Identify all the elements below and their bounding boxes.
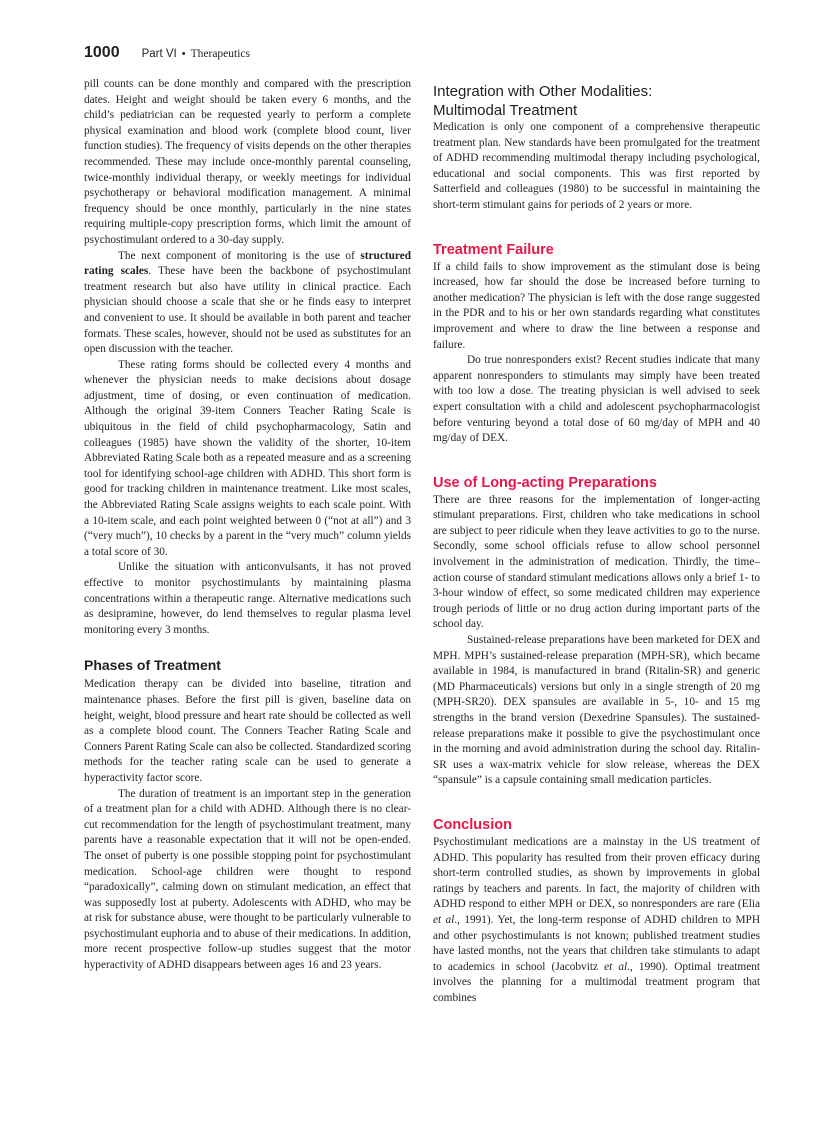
- heading-integration: [433, 82, 760, 120]
- paragraph: Medication therapy can be divided into baseline, titration and maintenance phases. Before the first pill is given, baseline data on height, weight, blood pressure and heart rate should be collected as well as a complete blood count. The Conners Teacher Rating Scale and Conners Parent Rating Scale can also be collected. Standardized scoring methods for the teacher rating scale can be used to generate a hyperactivity factor score.: [84, 678, 411, 784]
- spacer: [433, 214, 760, 241]
- spacer: [433, 447, 760, 474]
- heading-long-acting: Use of Long-acting Preparations: [433, 474, 657, 491]
- bold-term: structured rating scales: [84, 249, 411, 278]
- text-run: Psychostimulant medications are a mainstay in the US treatment of ADHD. This popularity has resulted from their proven efficacy during short-term controlled studies, as shown by improvements in global ratings by teachers and parents. In fact, the majority of children with ADHD respond to either MPH or DEX, so nonresponders are rare (Elia: [433, 835, 760, 911]
- text-run: ., 1991). Yet, the long-term response of ADHD children to MPH and other psychostimulants is not known; published treatment studies have lasted months, not the years that children take stimulants to adapt to academics in school (Jacobvitz: [433, 913, 760, 973]
- heading-line: Integration with Other Modalities:: [433, 83, 653, 100]
- paragraph: pill counts can be done monthly and compared with the prescription dates. Height and weight should be taken every 6 months, and the child’s pediatrician can be requested yearly to perform a complete physical examination and blood work (complete blood count, liver function studies). The frequency of visits depends on the other therapies recommended. These may include once-monthly parental counseling, twice-monthly individual therapy, or weekly meetings for individual psychotherapy or behavioral modification management. A minimal frequency should be once monthly, particularly in the nine states requiring multiple-copy prescription forms, which limit the amount of psychostimulant ordered to a 30-day supply.: [84, 78, 411, 246]
- paragraph: Unlike the situation with anticonvulsants, it has not proved effective to monitor psychostimulants by maintaining plasma concentrations within a therapeutic range. Alternative medications such as desipramine, however, do lend themselves to regular plasma level monitoring every 3 months.: [84, 561, 411, 636]
- heading-line: Multimodal Treatment: [433, 102, 578, 119]
- text-run: . These have been the backbone of psychostimulant treatment research but also have utility in clinical practice. Each physician should choose a scale that she or he finds easy to interpret and convenient to use. It should be available in both parent and teacher formats. These scales, however, should not be used as substitutes for an open discussion with the teacher.: [84, 265, 411, 356]
- section-title: Therapeutics: [190, 48, 250, 60]
- part-label: Part VI: [141, 48, 177, 60]
- paragraph: Sustained-release preparations have been marketed for DEX and MPH. MPH’s sustained-release preparation (MPH-SR), which became available in 1984, is manufactured in brand (Ritalin-SR) and generic (MD Pharmaceuticals) versions but only in a single strength of 20 mg (MPH-SR20). DEX spansules are available in 5-, 10- and 15 mg strengths in the brand version (Dexedrine Spansules). The sustained-release preparations make it possible to give the psychostimulant once in the morning and avoid administration during the school day. Ritalin-SR uses a wax-matrix vehicle for slow release, whereas the DEX “spansule” is a capsule containing small medication particles.: [433, 634, 760, 787]
- paragraph: These rating forms should be collected every 4 months and whenever the physician needs to make decisions about dosage adjustment, time of dosing, or even continuation of medication. Although the original 39-item Conners Teacher Rating Scale is ubiquitous in the field of child psychopharmacology, Satin and colleagues (1985) have shown the validity of the shorter, 10-item Abbreviated Rating Scale both as a repeated measure and as a screening tool for identifying school-age children with ADHD. This short form is good for tracking children in maintenance treatment. Like most scales, the Abbreviated Rating Scale assigns weights to each scale point. With a 10-item scale, and each point weighted between 0 (“not at all”) and 3 (“very much”), 10 checks by a parent in the “very much” column yields a total score of 30.: [84, 358, 411, 558]
- text-run: The next component of monitoring is the use of: [118, 249, 361, 262]
- paragraph: [84, 249, 411, 358]
- page-number: 1000: [84, 44, 120, 61]
- paragraph: If a child fails to show improvement as the stimulant dose is being increased, how far should the dose be increased before turning to another medication? The physician is left with the dose range suggested in the PDR and to his or her own standards regarding what constitutes improvement and where to draw the line between a response and failure.: [433, 260, 760, 351]
- spacer: [433, 789, 760, 816]
- text-run: ., 1990). Optimal treatment involves the planning for a multimodal treatment program that combines: [433, 960, 761, 1004]
- heading-phases-of-treatment: Phases of Treatment: [84, 657, 221, 674]
- italic-term: et al: [433, 913, 455, 926]
- right-column: [433, 82, 760, 1007]
- paragraph: There are three reasons for the implementation of longer-acting stimulant preparations. First, children who take medications in school are subject to peer ridicule when they leave activities to go to the nurse. Secondly, some school officials refuse to allow school personnel involvement in the administration of medication. Thirdly, the time–action course of standard stimulant medications allows only a brief 1- to 3-hour window of effect, so some medicated children may experience trough periods of little or no drug action during important parts of the school day.: [433, 493, 760, 631]
- header-separator: •: [181, 48, 186, 60]
- paragraph: [433, 835, 760, 1007]
- paragraph: The duration of treatment is an important step in the generation of a treatment plan for a child with ADHD. Although there is no clear-cut recommendation for the length of psychostimulant treatment, many parents have a reasonable expectation that it will not be open-ended. The onset of puberty is one possible stopping point for psychostimulant medication. School-age children were thought to respond “paradoxically”, calming down on stimulant medication, an effect that was supposedly lost at puberty. Adolescents with ADHD, who may be at risk for substance abuse, were thought to be particularly vulnerable to psychostimulant euphoria and to abuse of their medications. In addition, more recent prospective follow-up studies suggest that the motor hyperactivity of ADHD disappears between ages 16 and 23 years.: [84, 787, 411, 972]
- heading-conclusion: Conclusion: [433, 816, 512, 833]
- heading-treatment-failure: Treatment Failure: [433, 241, 554, 258]
- paragraph: Medication is only one component of a comprehensive therapeutic treatment plan. New standards have been promulgated for the treatment of ADHD recommending multimodal therapy including psychological, educational and social components. This was first reported by Satterfield and colleagues (1980) to be successful in maintaining the short-term stimulant gains for periods of 2 years or more.: [433, 121, 760, 211]
- running-head: [84, 44, 250, 66]
- italic-term: et al: [604, 960, 628, 973]
- paragraph: Do true nonresponders exist? Recent studies indicate that many apparent nonresponders to stimulants may simply have been treated with too low a dose. The treating physician is well advised to seek expert consultation with a child and adolescent psychopharmacologist before venturing beyond a total dose of 60 mg/day of MPH and 40 mg/day of DEX.: [433, 354, 760, 445]
- left-column: [84, 77, 411, 974]
